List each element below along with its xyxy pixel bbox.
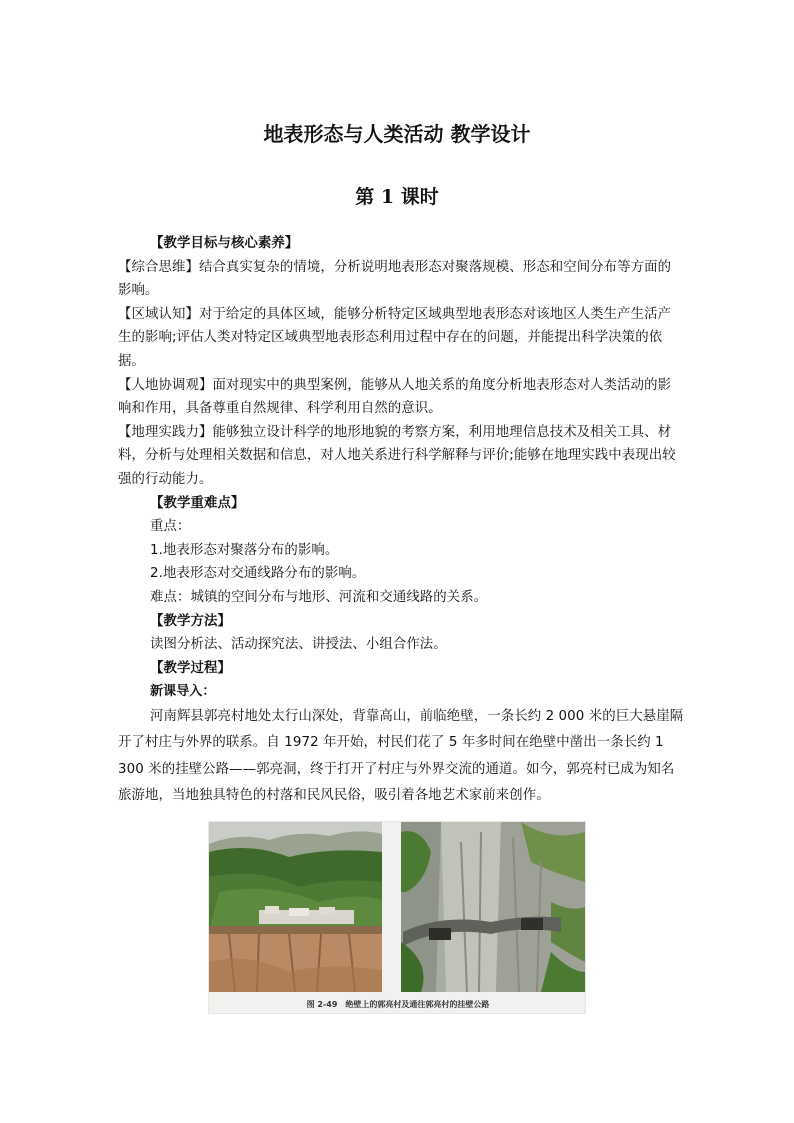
village-cliff-photo (209, 822, 382, 992)
figure-guoliang (208, 821, 586, 1014)
methods-heading: 【教学方法】 (150, 613, 231, 629)
focus-label: 重点： (150, 519, 191, 535)
objective-thinking (118, 256, 684, 303)
document-body (118, 232, 684, 810)
cliff-road-photo (401, 822, 585, 992)
objective-region (118, 303, 684, 374)
document-subtitle: 第 1 课时 (355, 186, 439, 208)
objective-tag: 【综合思维】 (118, 259, 199, 275)
focus-item-2: 2.地表形态对交通线路分布的影响。 (150, 566, 366, 582)
objective-tag: 【人地协调观】 (118, 377, 213, 393)
figure-caption: 图 2-49 绝壁上的郭亮村及通往郭亮村的挂壁公路 (306, 1000, 490, 1009)
objective-text: 对于给定的具体区域，能够分析特定区域典型地表形态对该地区人类生产生活产生的影响;评估人类对特定区域典型地表形态利用过程中存在的问题，并能提出科学决策的依据。 (118, 306, 672, 369)
objective-harmony (118, 374, 684, 421)
difficulty-text: 难点：城镇的空间分布与地形、河流和交通线路的关系。 (150, 589, 488, 605)
intro-heading: 新课导入： (150, 684, 216, 700)
objective-tag: 【地理实践力】 (118, 424, 213, 440)
process-heading: 【教学过程】 (150, 660, 231, 676)
key-points-heading: 【教学重难点】 (150, 495, 245, 511)
methods-text: 读图分析法、活动探究法、讲授法、小组合作法。 (150, 637, 447, 653)
objective-text: 面对现实中的典型案例，能够从人地关系的角度分析地表形态对人类活动的影响和作用，具备尊重自然规律、科学利用自然的意识。 (118, 377, 672, 417)
focus-item-1: 1.地表形态对聚落分布的影响。 (150, 542, 339, 558)
objective-practice (118, 421, 684, 492)
objective-text: 结合真实复杂的情境，分析说明地表形态对聚落规模、形态和空间分布等方面的影响。 (118, 259, 672, 299)
objectives-heading: 【教学目标与核心素养】 (150, 236, 299, 251)
intro-text: 河南辉县郭亮村地处太行山深处，背靠高山，前临绝壁，一条长约 2 000 米的巨大悬崖隔开了村庄与外界的联系。自 1972 年开始，村民们花了 5 年多时间在绝壁中凿出一条长约 1 300 米的挂壁公路——郭亮洞，终于打开了村庄与外界交流的通道。如今，郭亮村已成为知名旅游地，当地独具特色的村落和民风民俗，吸引着各地艺术家前来创作。 (118, 708, 684, 804)
objective-tag: 【区域认知】 (118, 306, 199, 322)
document-title: 地表形态与人类活动 教学设计 (263, 122, 531, 146)
objective-text: 能够独立设计科学的地形地貌的考察方案，利用地理信息技术及相关工具、材料，分析与处理相关数据和信息，对人地关系进行科学解释与评价;能够在地理实践中表现出较强的行动能力。 (118, 424, 676, 487)
